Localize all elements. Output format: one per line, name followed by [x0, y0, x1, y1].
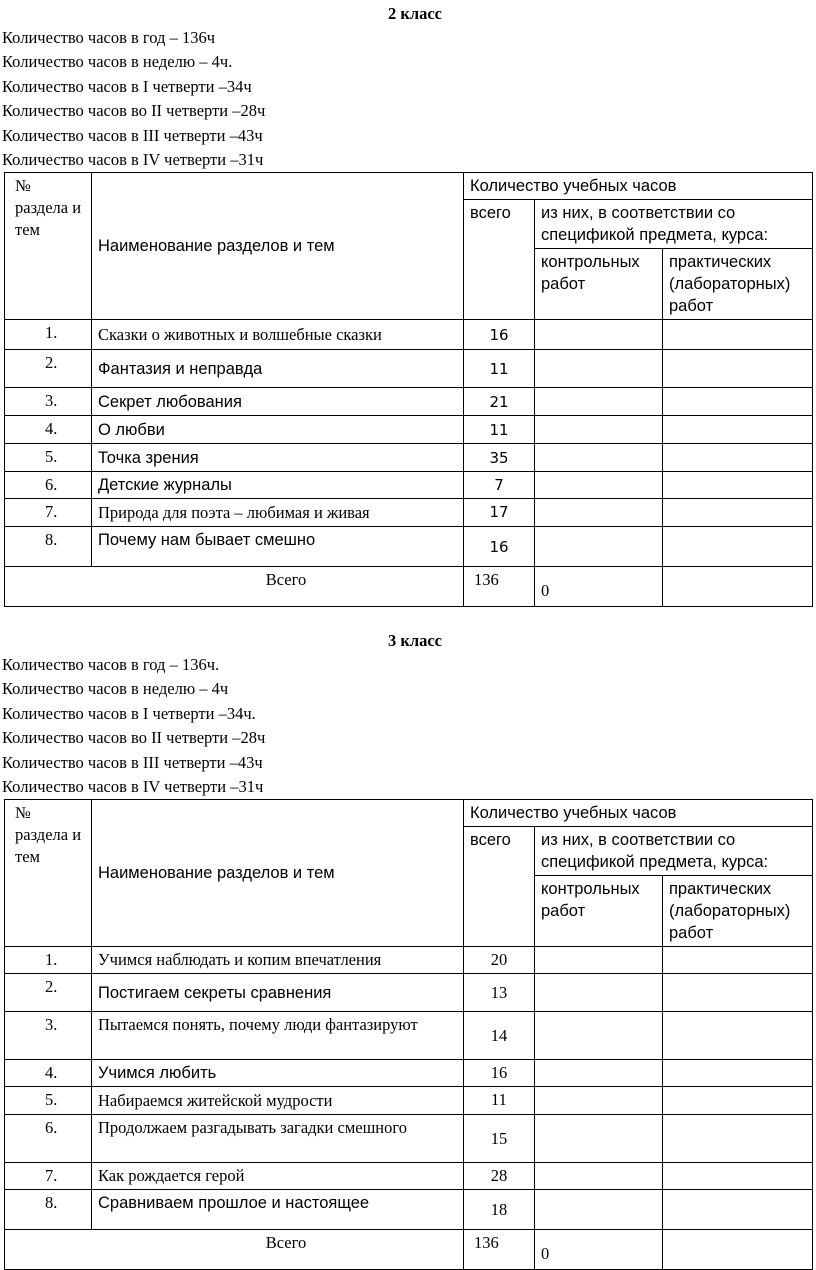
total-label: Всего — [5, 1230, 464, 1270]
grade3-hours-year: Количество часов в год – 136ч. — [2, 655, 220, 674]
row-practical — [663, 320, 813, 350]
grade3-hours-q1: Количество часов в I четверти –34ч. — [2, 703, 256, 723]
row-practical — [663, 444, 813, 472]
grade2-hours-year: Количество часов в год – 136ч — [2, 28, 216, 47]
row-title: Сказки о животных и волшебные сказки — [92, 320, 464, 350]
grade2-hours-q2: Количество часов во II четверти –28ч — [2, 101, 266, 121]
table-row — [5, 974, 813, 1012]
grade3-col-num-header: № раздела и тем — [5, 800, 92, 947]
row-hours: 28 — [464, 1163, 535, 1190]
grade2-col-control-header: контрольных работ — [535, 249, 663, 320]
row-hours: 15 — [464, 1115, 535, 1163]
table-row — [5, 1012, 813, 1060]
grade3-col-name-header: Наименование разделов и тем — [92, 800, 464, 947]
grade2-section — [0, 2, 816, 607]
row-practical — [663, 416, 813, 444]
row-hours: 11 — [464, 416, 535, 444]
table-row — [5, 472, 813, 499]
row-control — [535, 1163, 663, 1190]
row-hours: 35 — [464, 444, 535, 472]
grade3-title: 3 класс — [387, 631, 443, 650]
row-hours: 17 — [464, 499, 535, 527]
row-control — [535, 1060, 663, 1087]
row-practical — [663, 388, 813, 416]
grade3-hours-q2: Количество часов во II четверти –28ч — [2, 728, 266, 748]
row-practical — [663, 527, 813, 567]
row-control — [535, 947, 663, 974]
grade2-plan-table — [4, 172, 813, 607]
row-number: 7. — [5, 499, 92, 527]
row-control — [535, 472, 663, 499]
grade2-hours-q1: Количество часов в I четверти –34ч — [2, 76, 252, 96]
row-hours: 11 — [464, 1087, 535, 1115]
row-number: 2. — [5, 974, 92, 1012]
grade3-col-of-which-header: из них, в соответствии со спецификой предмета, курса: — [535, 827, 813, 876]
row-number: 6. — [5, 472, 92, 499]
row-practical — [663, 1087, 813, 1115]
row-title: Детские журналы — [92, 472, 464, 499]
table-row — [5, 320, 813, 350]
grade2-hours-week: Количество часов в неделю – 4ч. — [2, 52, 233, 72]
total-label: Всего — [5, 567, 464, 607]
row-title: Постигаем секреты сравнения — [92, 974, 464, 1012]
row-practical — [663, 1012, 813, 1060]
row-practical — [663, 1163, 813, 1190]
row-number: 3. — [5, 1012, 92, 1060]
grade2-hours-q3: Количество часов в III четверти –43ч — [2, 125, 263, 145]
grade2-title: 2 класс — [387, 4, 443, 23]
row-hours: 16 — [464, 320, 535, 350]
table-row — [5, 527, 813, 567]
row-number: 1. — [5, 947, 92, 974]
row-number: 2. — [5, 350, 92, 388]
table-row — [5, 499, 813, 527]
table-total-row — [5, 567, 813, 607]
row-control — [535, 1087, 663, 1115]
table-row — [5, 947, 813, 974]
row-hours: 7 — [464, 472, 535, 499]
grade3-section — [0, 629, 816, 1270]
row-number: 8. — [5, 1190, 92, 1230]
total-practical — [663, 1230, 813, 1270]
row-title: Фантазия и неправда — [92, 350, 464, 388]
row-control — [535, 350, 663, 388]
grade3-col-control-header: контрольных работ — [535, 876, 663, 947]
row-control — [535, 444, 663, 472]
row-title: Как рождается герой — [92, 1163, 464, 1190]
row-practical — [663, 472, 813, 499]
table-row — [5, 350, 813, 388]
total-practical — [663, 567, 813, 607]
total-control: 0 — [535, 1230, 663, 1270]
row-number: 7. — [5, 1163, 92, 1190]
row-control — [535, 974, 663, 1012]
grade3-plan-table — [4, 799, 813, 1270]
grade3-col-hours-header: Количество учебных часов — [464, 800, 813, 827]
row-hours: 13 — [464, 974, 535, 1012]
table-row — [5, 416, 813, 444]
row-title: Секрет любования — [92, 388, 464, 416]
row-control — [535, 416, 663, 444]
grade3-hours-week: Количество часов в неделю – 4ч — [2, 679, 229, 699]
row-hours: 18 — [464, 1190, 535, 1230]
grade3-hours-q4: Количество часов в IV четверти –31ч — [2, 776, 264, 796]
row-hours: 20 — [464, 947, 535, 974]
row-hours: 16 — [464, 1060, 535, 1087]
table-row — [5, 1163, 813, 1190]
row-title: Учимся любить — [92, 1060, 464, 1087]
row-title: Пытаемся понять, почему люди фантазируют — [92, 1012, 464, 1060]
row-number: 3. — [5, 388, 92, 416]
grade2-col-name-header: Наименование разделов и тем — [92, 173, 464, 320]
row-control — [535, 499, 663, 527]
row-control — [535, 388, 663, 416]
table-row — [5, 444, 813, 472]
grade3-col-practical-header: практических (лабораторных) работ — [663, 876, 813, 947]
total-hours: 136 — [464, 567, 535, 607]
row-title: Учимся наблюдать и копим впечатления — [92, 947, 464, 974]
row-hours: 14 — [464, 1012, 535, 1060]
row-hours: 16 — [464, 527, 535, 567]
grade2-col-total-header: всего — [464, 200, 535, 320]
row-number: 6. — [5, 1115, 92, 1163]
table-row — [5, 1060, 813, 1087]
row-number: 5. — [5, 1087, 92, 1115]
grade3-info — [0, 653, 816, 799]
row-practical — [663, 974, 813, 1012]
row-hours: 21 — [464, 388, 535, 416]
row-title: Набираемся житейской мудрости — [92, 1087, 464, 1115]
row-control — [535, 320, 663, 350]
grade3-col-total-header: всего — [464, 827, 535, 947]
row-practical — [663, 947, 813, 974]
row-control — [535, 527, 663, 567]
grade2-col-hours-header: Количество учебных часов — [464, 173, 813, 200]
row-practical — [663, 1115, 813, 1163]
row-title: Природа для поэта – любимая и живая — [92, 499, 464, 527]
table-row — [5, 1115, 813, 1163]
row-title: Почему нам бывает смешно — [92, 527, 464, 567]
row-number: 4. — [5, 1060, 92, 1087]
row-number: 4. — [5, 416, 92, 444]
row-practical — [663, 1190, 813, 1230]
grade2-col-practical-header: практических (лабораторных) работ — [663, 249, 813, 320]
row-control — [535, 1115, 663, 1163]
table-total-row — [5, 1230, 813, 1270]
row-practical — [663, 1060, 813, 1087]
grade2-info — [0, 26, 816, 172]
row-title: Точка зрения — [92, 444, 464, 472]
row-hours: 11 — [464, 350, 535, 388]
row-control — [535, 1012, 663, 1060]
grade2-hours-q4: Количество часов в IV четверти –31ч — [2, 149, 264, 169]
grade2-col-num-header: № раздела и тем — [5, 173, 92, 320]
row-control — [535, 1190, 663, 1230]
table-row — [5, 1190, 813, 1230]
row-title: О любви — [92, 416, 464, 444]
total-hours: 136 — [464, 1230, 535, 1270]
row-number: 5. — [5, 444, 92, 472]
row-practical — [663, 499, 813, 527]
grade3-hours-q3: Количество часов в III четверти –43ч — [2, 752, 263, 772]
grade2-col-of-which-header: из них, в соответствии со спецификой предмета, курса: — [535, 200, 813, 249]
row-practical — [663, 350, 813, 388]
table-row — [5, 1087, 813, 1115]
row-title: Сравниваем прошлое и настоящее — [92, 1190, 464, 1230]
row-title: Продолжаем разгадывать загадки смешного — [92, 1115, 464, 1163]
row-number: 1. — [5, 320, 92, 350]
total-control: 0 — [535, 567, 663, 607]
row-number: 8. — [5, 527, 92, 567]
table-row — [5, 388, 813, 416]
